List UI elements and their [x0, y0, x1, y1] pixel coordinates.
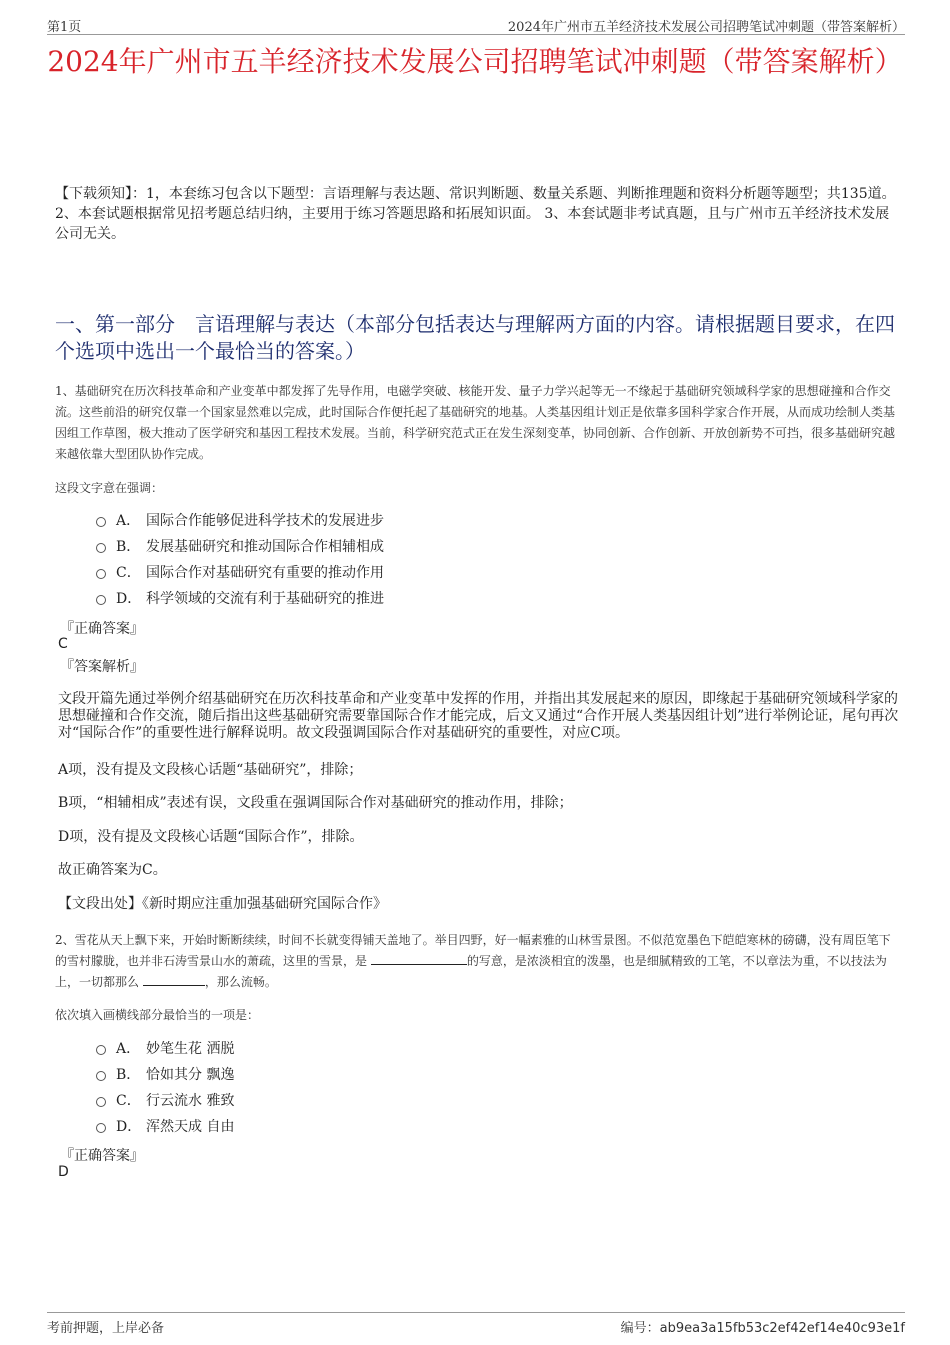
option-d[interactable]: D． 科学领域的交流有利于基础研究的推进 — [96, 586, 384, 612]
question-1-text: 1、基础研究在历次科技革命和产业变革中都发挥了先导作用，电磁学突破、核能开发、量子力学兴起等无一不缘起于基础研究领域科学家的思想碰撞和合作交流。这些前沿的研究仅靠一个国家显然难以完成，此时国际合作便托起了基础研究的地基。人类基因组计划正是依靠多国科学家合作开展，从而成功绘制人类基因组工作草图，极大推动了医学研究和基因工程技术发展。当前，科学研究范式正在发生深刻变革，协同创新、合作创新、开放创新势不可挡，很多基础研究越来越依靠大型团队协作完成。 — [55, 384, 896, 461]
question-1-prompt: 这段文字意在强调： — [55, 481, 164, 495]
radio-icon[interactable] — [96, 1071, 106, 1081]
question-1-options — [96, 508, 384, 612]
document-code: 编号：ab9ea3a15fb53c2ef42ef14e40c93e1f — [620, 1321, 905, 1336]
question-2-options — [96, 1036, 234, 1140]
radio-icon[interactable] — [96, 1123, 106, 1133]
text-source: 【文段出处】《新时期应注重加强基础研究国际合作》 — [58, 896, 387, 912]
radio-icon[interactable] — [96, 1097, 106, 1107]
radio-icon[interactable] — [96, 595, 106, 605]
blank-2 — [143, 973, 205, 986]
option-c[interactable]: C． 行云流水 雅致 — [96, 1088, 234, 1114]
page-header — [47, 14, 905, 35]
question-2-text: 2、雪花从天上飘下来，开始时断断续续，时间不长就变得铺天盖地了。举目四野，好一幅素雅的山林雪景图。不似范宽墨色下皑皑寒林的磅礴，没有周臣笔下的雪村朦胧，也并非石涛雪景山水的萧疏，这里的雪景，是 的写意，是浓淡相宜的泼墨，也是细腻精致的工笔，不以章法为重，不以技法为上，一切都那么 ，那么流畅。 — [55, 933, 891, 989]
document-title: 2024年广州市五羊经济技术发展公司招聘笔试冲刺题（带答案解析） — [47, 45, 903, 78]
radio-icon[interactable] — [96, 569, 106, 579]
footer-slogan: 考前押题，上岸必备 — [47, 1321, 165, 1336]
answer-label: 『正确答案』 — [60, 1148, 144, 1164]
option-b[interactable]: B． 恰如其分 飘逸 — [96, 1062, 234, 1088]
radio-icon[interactable] — [96, 517, 106, 527]
analysis-note-b: B项，“相辅相成”表述有误，文段重在强调国际合作对基础研究的推动作用，排除； — [58, 795, 573, 811]
radio-icon[interactable] — [96, 1045, 106, 1055]
radio-icon[interactable] — [96, 543, 106, 553]
answer-value: D — [58, 1164, 69, 1180]
analysis-text: 文段开篇先通过举例介绍基础研究在历次科技革命和产业变革中发挥的作用，并指出其发展起来的原因，即缘起于基础研究领域科学家的思想碰撞和合作交流，随后指出这些基础研究需要靠国际合作才能完成，后文又通过“合作开展人类基因组计划”进行举例论证，尾句再次对“国际合作”的重要性进行解释说明。故文段强调国际合作对基础研究的重要性，对应C项。 — [58, 691, 899, 741]
analysis-note-a: A项，没有提及文段核心话题“基础研究”，排除； — [58, 762, 363, 778]
analysis-note-d: D项，没有提及文段核心话题“国际合作”，排除。 — [58, 829, 364, 845]
option-c[interactable]: C． 国际合作对基础研究有重要的推动作用 — [96, 560, 384, 586]
header-doc-title: 2024年广州市五羊经济技术发展公司招聘笔试冲刺题（带答案解析） — [507, 20, 905, 35]
answer-value: C — [58, 636, 68, 652]
option-b[interactable]: B． 发展基础研究和推动国际合作相辅相成 — [96, 534, 384, 560]
blank-1 — [371, 952, 467, 965]
option-a[interactable]: A． 妙笔生花 洒脱 — [96, 1036, 234, 1062]
section-title: 一、第一部分 言语理解与表达（本部分包括表达与理解两方面的内容。请根据题目要求，在四个选项中选出一个最恰当的答案。） — [55, 312, 895, 363]
analysis-conclusion: 故正确答案为C。 — [58, 862, 167, 878]
question-2-prompt: 依次填入画横线部分最恰当的一项是： — [55, 1008, 260, 1022]
option-a[interactable]: A． 国际合作能够促进科学技术的发展进步 — [96, 508, 384, 534]
option-d[interactable]: D． 浑然天成 自由 — [96, 1114, 234, 1140]
page-footer — [47, 1312, 905, 1337]
download-notice: 【下载须知】：1，本套练习包含以下题型：言语理解与表达题、常识判断题、数量关系题、判断推理题和资料分析题等题型；共135道。 2、本套试题根据常见招考题总结归纳，主要用于练习答题思路和拓展知识面。 3、本套试题非考试真题，且与广州市五羊经济技术发展公司无关。 — [55, 186, 896, 242]
page-number: 第1页 — [47, 20, 82, 35]
answer-label: 『正确答案』 — [60, 621, 144, 637]
analysis-label: 『答案解析』 — [60, 659, 144, 675]
